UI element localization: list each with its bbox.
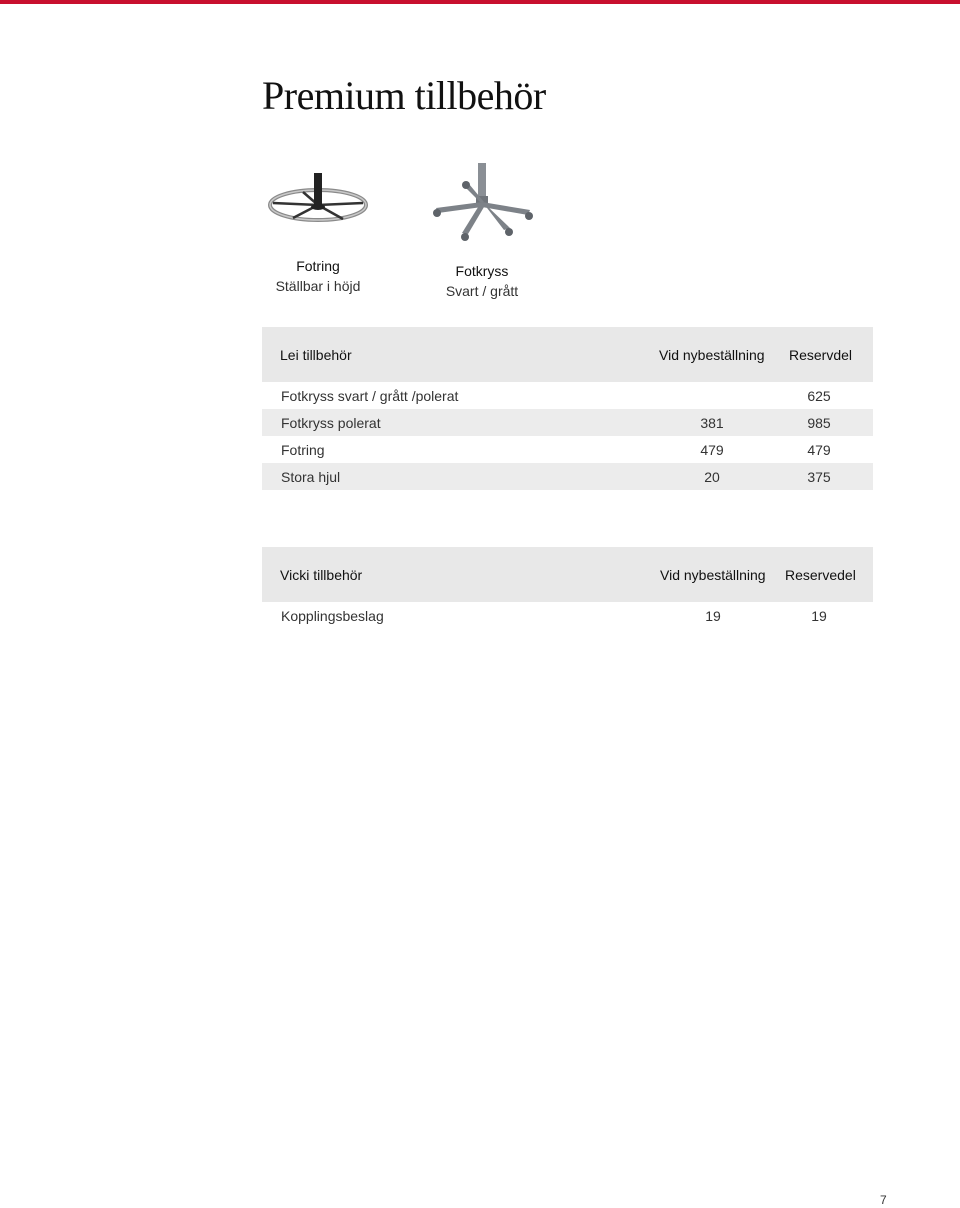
product-fotring [258,165,378,294]
table-header [262,547,873,602]
top-accent-bar [0,0,960,4]
vicki-accessories-table [262,547,873,629]
row-spare-price: 625 [807,388,831,404]
row-spare-price: 479 [807,442,831,458]
row-name: Fotkryss svart / grått /polerat [281,388,459,404]
header-spare-part: Reservedel [785,567,856,583]
header-name: Lei tillbehör [280,347,352,363]
product-name: Fotkryss [455,263,509,279]
row-spare-price: 375 [807,469,831,485]
table-row [262,436,873,463]
lei-accessories-table [262,327,873,490]
row-name: Fotring [281,442,325,458]
product-fotkryss [412,160,552,299]
row-new-price: 20 [704,469,720,485]
header-name: Vicki tillbehör [280,567,363,583]
header-new-order: Vid nybeställning [660,567,766,583]
row-new-price: 381 [700,415,724,431]
product-name: Fotring [296,258,340,274]
row-new-price: 479 [700,442,724,458]
row-spare-price: 19 [811,608,827,624]
product-description: Ställbar i höjd [275,278,361,294]
row-name: Fotkryss polerat [281,415,381,431]
footring-image [263,165,373,240]
table-row [262,382,873,409]
table-header [262,327,873,382]
row-name: Kopplingsbeslag [281,608,384,624]
table-row [262,602,873,629]
table-row [262,409,873,436]
table-row [262,463,873,490]
page-title: Premium tillbehör [262,73,546,118]
header-new-order: Vid nybeställning [659,347,765,363]
header-spare-part: Reservdel [789,347,853,363]
row-name: Stora hjul [281,469,341,485]
footcross-image [422,160,542,245]
product-description: Svart / grått [445,283,519,299]
row-spare-price: 985 [807,415,831,431]
row-new-price: 19 [705,608,721,624]
page-number: 7 [880,1193,887,1207]
